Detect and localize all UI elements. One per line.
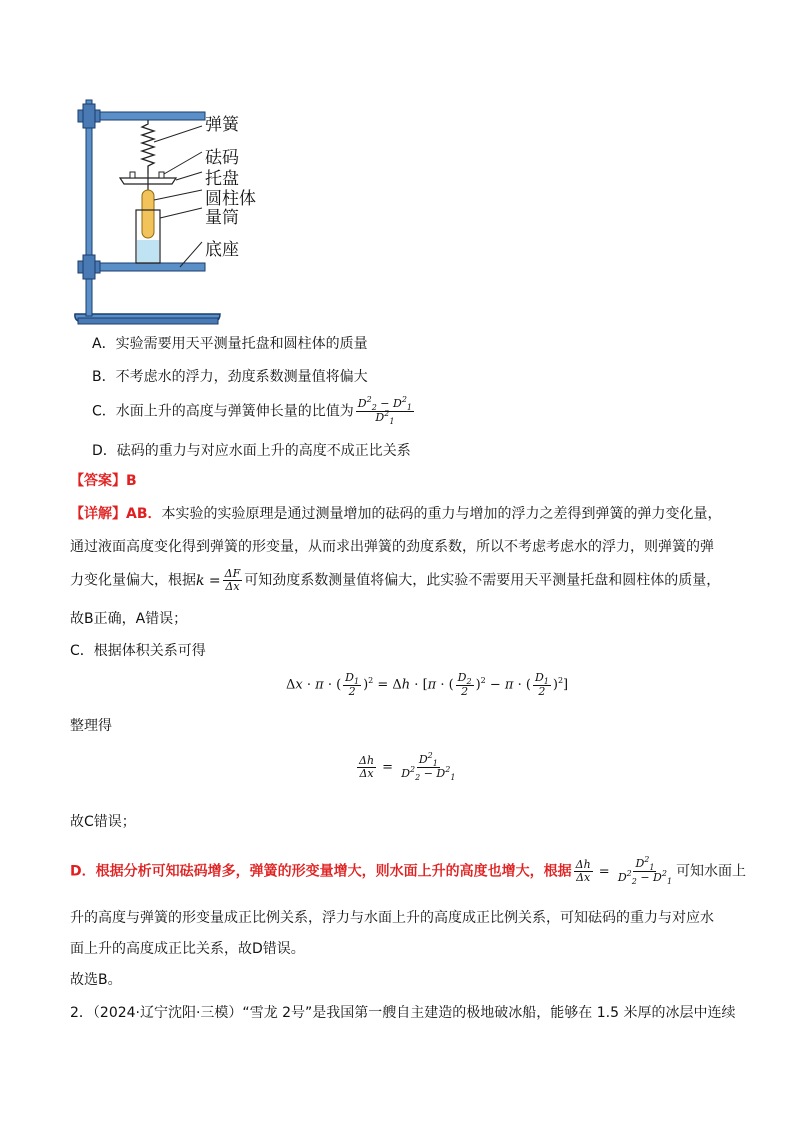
apparatus-diagram xyxy=(70,92,290,332)
option-c-formula: $\frac{D^2_2 - D^2_1}{D^2_1}$ xyxy=(357,395,413,426)
d-line-3: 面上升的高度成正比关系，故D错误。 xyxy=(70,941,305,957)
choose-line: 故选B。 xyxy=(70,972,122,988)
arrange-label: 整理得 xyxy=(70,718,112,734)
label-tray: 托盘 xyxy=(205,169,239,189)
label-weights: 砝码 xyxy=(205,148,239,168)
detail-head: 【详解】AB． xyxy=(70,506,162,522)
d-ratio-2: $\frac{D^2_1}{D^2_2 - D^2_1}$ xyxy=(617,855,673,886)
label-cylinder-body: 圆柱体 xyxy=(205,189,256,209)
d-line-1b: 可知水面上 xyxy=(676,863,747,880)
ratio-equation: $\frac{\Delta h}{\Delta x}$ = $\frac{D^2_1}{D^2_2 - D^2_1}$ xyxy=(359,751,456,782)
option-b: B．不考虑水的浮力，劲度系数测量值将偏大 xyxy=(92,369,368,385)
label-measuring-cylinder: 量筒 xyxy=(205,208,239,228)
detail-line-1-text: 本实验的实验原理是通过测量增加的砝码的重力与增加的浮力之差得到弹簧的弹力变化量， xyxy=(161,506,722,522)
answer-label: 【答案】B xyxy=(70,473,137,489)
detail-line-2: 通过液面高度变化得到弹簧的形变量，从而求出弹簧的劲度系数，所以不考虑考虑水的浮力，则弹簧的弹 xyxy=(70,539,714,555)
detail-c-head: C．根据体积关系可得 xyxy=(70,643,206,659)
detail-line-3a: 力变化量偏大，根据 xyxy=(70,572,196,589)
option-c-text: C．水面上升的高度与弹簧伸长量的比值为 xyxy=(92,403,354,420)
detail-line-3b: 可知劲度系数测量值将偏大，此实验不需要用天平测量托盘和圆柱体的质量， xyxy=(244,572,721,589)
d-line-2: 升的高度与弹簧的形变量成正比例关系，浮力与水面上升的高度成正比例关系，可知砝码的重力与对应水 xyxy=(70,910,714,926)
d-line-1a: D．根据分析可知砝码增多，弹簧的形变量增大，则水面上升的高度也增大，根据 xyxy=(70,863,572,880)
detail-line-3 xyxy=(70,568,720,593)
detail-line-4: 故B正确，A错误； xyxy=(70,611,188,627)
label-spring: 弹簧 xyxy=(205,115,239,135)
option-a: A．实验需要用天平测量托盘和圆柱体的质量 xyxy=(92,336,368,352)
option-c xyxy=(92,395,416,426)
next-question: 2．（2024·辽宁沈阳·三模）“雪龙 2号”是我国第一艘自主建造的极地破冰船，能够在 1.5 米厚的冰层中连续 xyxy=(70,1005,736,1021)
detail-line-1 xyxy=(70,504,722,524)
volume-equation: Δx · π · ( $\frac{D_1}{2}$ )$^2$ = Δh · [π · ( $\frac{D_2}{2}$ )$^2$ − π · ( $\frac{D_1}{2}$ )$^2$] xyxy=(286,671,569,698)
c-conclusion: 故C错误； xyxy=(70,814,136,830)
label-base: 底座 xyxy=(205,240,239,260)
option-d: D．砝码的重力与对应水面上升的高度不成正比关系 xyxy=(92,443,411,459)
d-ratio-1: $\frac{\Delta h}{\Delta x}$ xyxy=(575,858,591,884)
hooke-formula: k = $\frac{\Delta F}{\Delta x}$ xyxy=(196,567,241,593)
d-line-1: D．根据分析可知砝码增多，弹簧的形变量增大，则水面上升的高度也增大，根据 $\frac{\Delta h}{\Delta x}$ = $\frac{D^2_1}{D^2_2 - D^2_1}$ 可知水面上 xyxy=(70,855,747,886)
